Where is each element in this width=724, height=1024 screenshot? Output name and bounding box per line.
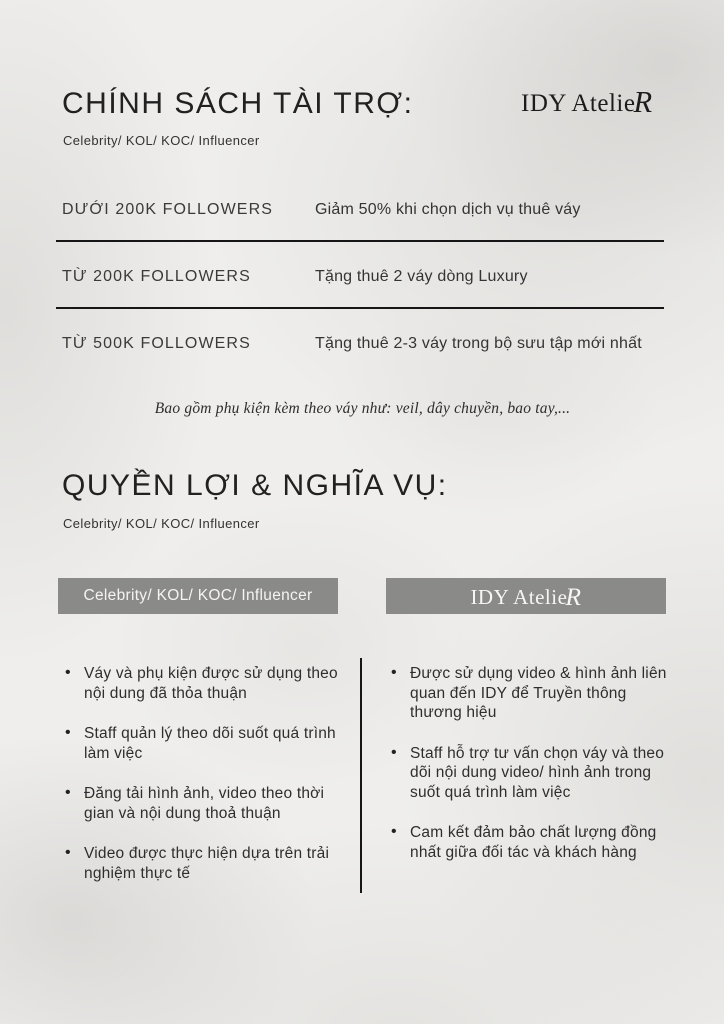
table-divider [56, 307, 664, 309]
tier-benefit: Tặng thuê 2 váy dòng Luxury [315, 268, 528, 285]
list-item: • Được sử dụng video & hình ảnh liên quan đến IDY để Truyền thông thương hiệu [388, 664, 674, 723]
section-title: QUYỀN LỢI & NGHĨA VỤ: [62, 469, 448, 502]
brand-logo-text: IDY Atelie [521, 90, 636, 117]
brand-column-header [386, 578, 666, 614]
list-item: • Đăng tải hình ảnh, video theo thời gian và nội dung thoả thuận [62, 784, 348, 823]
list-item: • Cam kết đảm bảo chất lượng đồng nhất giữa đối tác và khách hàng [388, 823, 674, 862]
brand-obligations-list [388, 664, 674, 883]
influencer-column-header [58, 578, 338, 614]
brand-logo-flourish-r: R [633, 85, 653, 119]
brand-column-logo [470, 581, 581, 611]
list-item: • Staff hỗ trợ tư vấn chọn váy và theo dõi nội dung video/ hình ảnh trong suốt quá trình làm việc [388, 744, 674, 803]
brand-column-logo-text: IDY Atelie [470, 585, 568, 609]
page-title: CHÍNH SÁCH TÀI TRỢ: [62, 87, 414, 120]
section-subtitle: Celebrity/ KOL/ KOC/ Influencer [63, 516, 260, 531]
influencer-column-header-label: Celebrity/ KOL/ KOC/ Influencer [83, 587, 313, 604]
tier-label: TỪ 500K FOLLOWERS [62, 335, 251, 352]
accessories-note: Bao gồm phụ kiện kèm theo váy như: veil, dây chuyền, bao tay,... [154, 400, 571, 417]
tier-benefit: Giảm 50% khi chọn dịch vụ thuê váy [315, 201, 581, 218]
influencer-obligations-list [62, 664, 348, 904]
table-divider [56, 240, 664, 242]
tier-label: TỪ 200K FOLLOWERS [62, 268, 251, 285]
brand-column-logo-flourish-r: R [565, 582, 582, 611]
list-item: • Váy và phụ kiện được sử dụng theo nội dung đã thỏa thuận [62, 664, 348, 703]
tier-label: DƯỚI 200K FOLLOWERS [62, 201, 274, 218]
brand-logo [521, 84, 653, 119]
column-divider [360, 658, 362, 893]
page-subtitle: Celebrity/ KOL/ KOC/ Influencer [63, 133, 260, 148]
list-item: • Video được thực hiện dựa trên trải nghiệm thực tế [62, 844, 348, 883]
tier-benefit: Tặng thuê 2-3 váy trong bộ sưu tập mới nhất [315, 335, 642, 352]
list-item: • Staff quản lý theo dõi suốt quá trình làm việc [62, 724, 348, 763]
